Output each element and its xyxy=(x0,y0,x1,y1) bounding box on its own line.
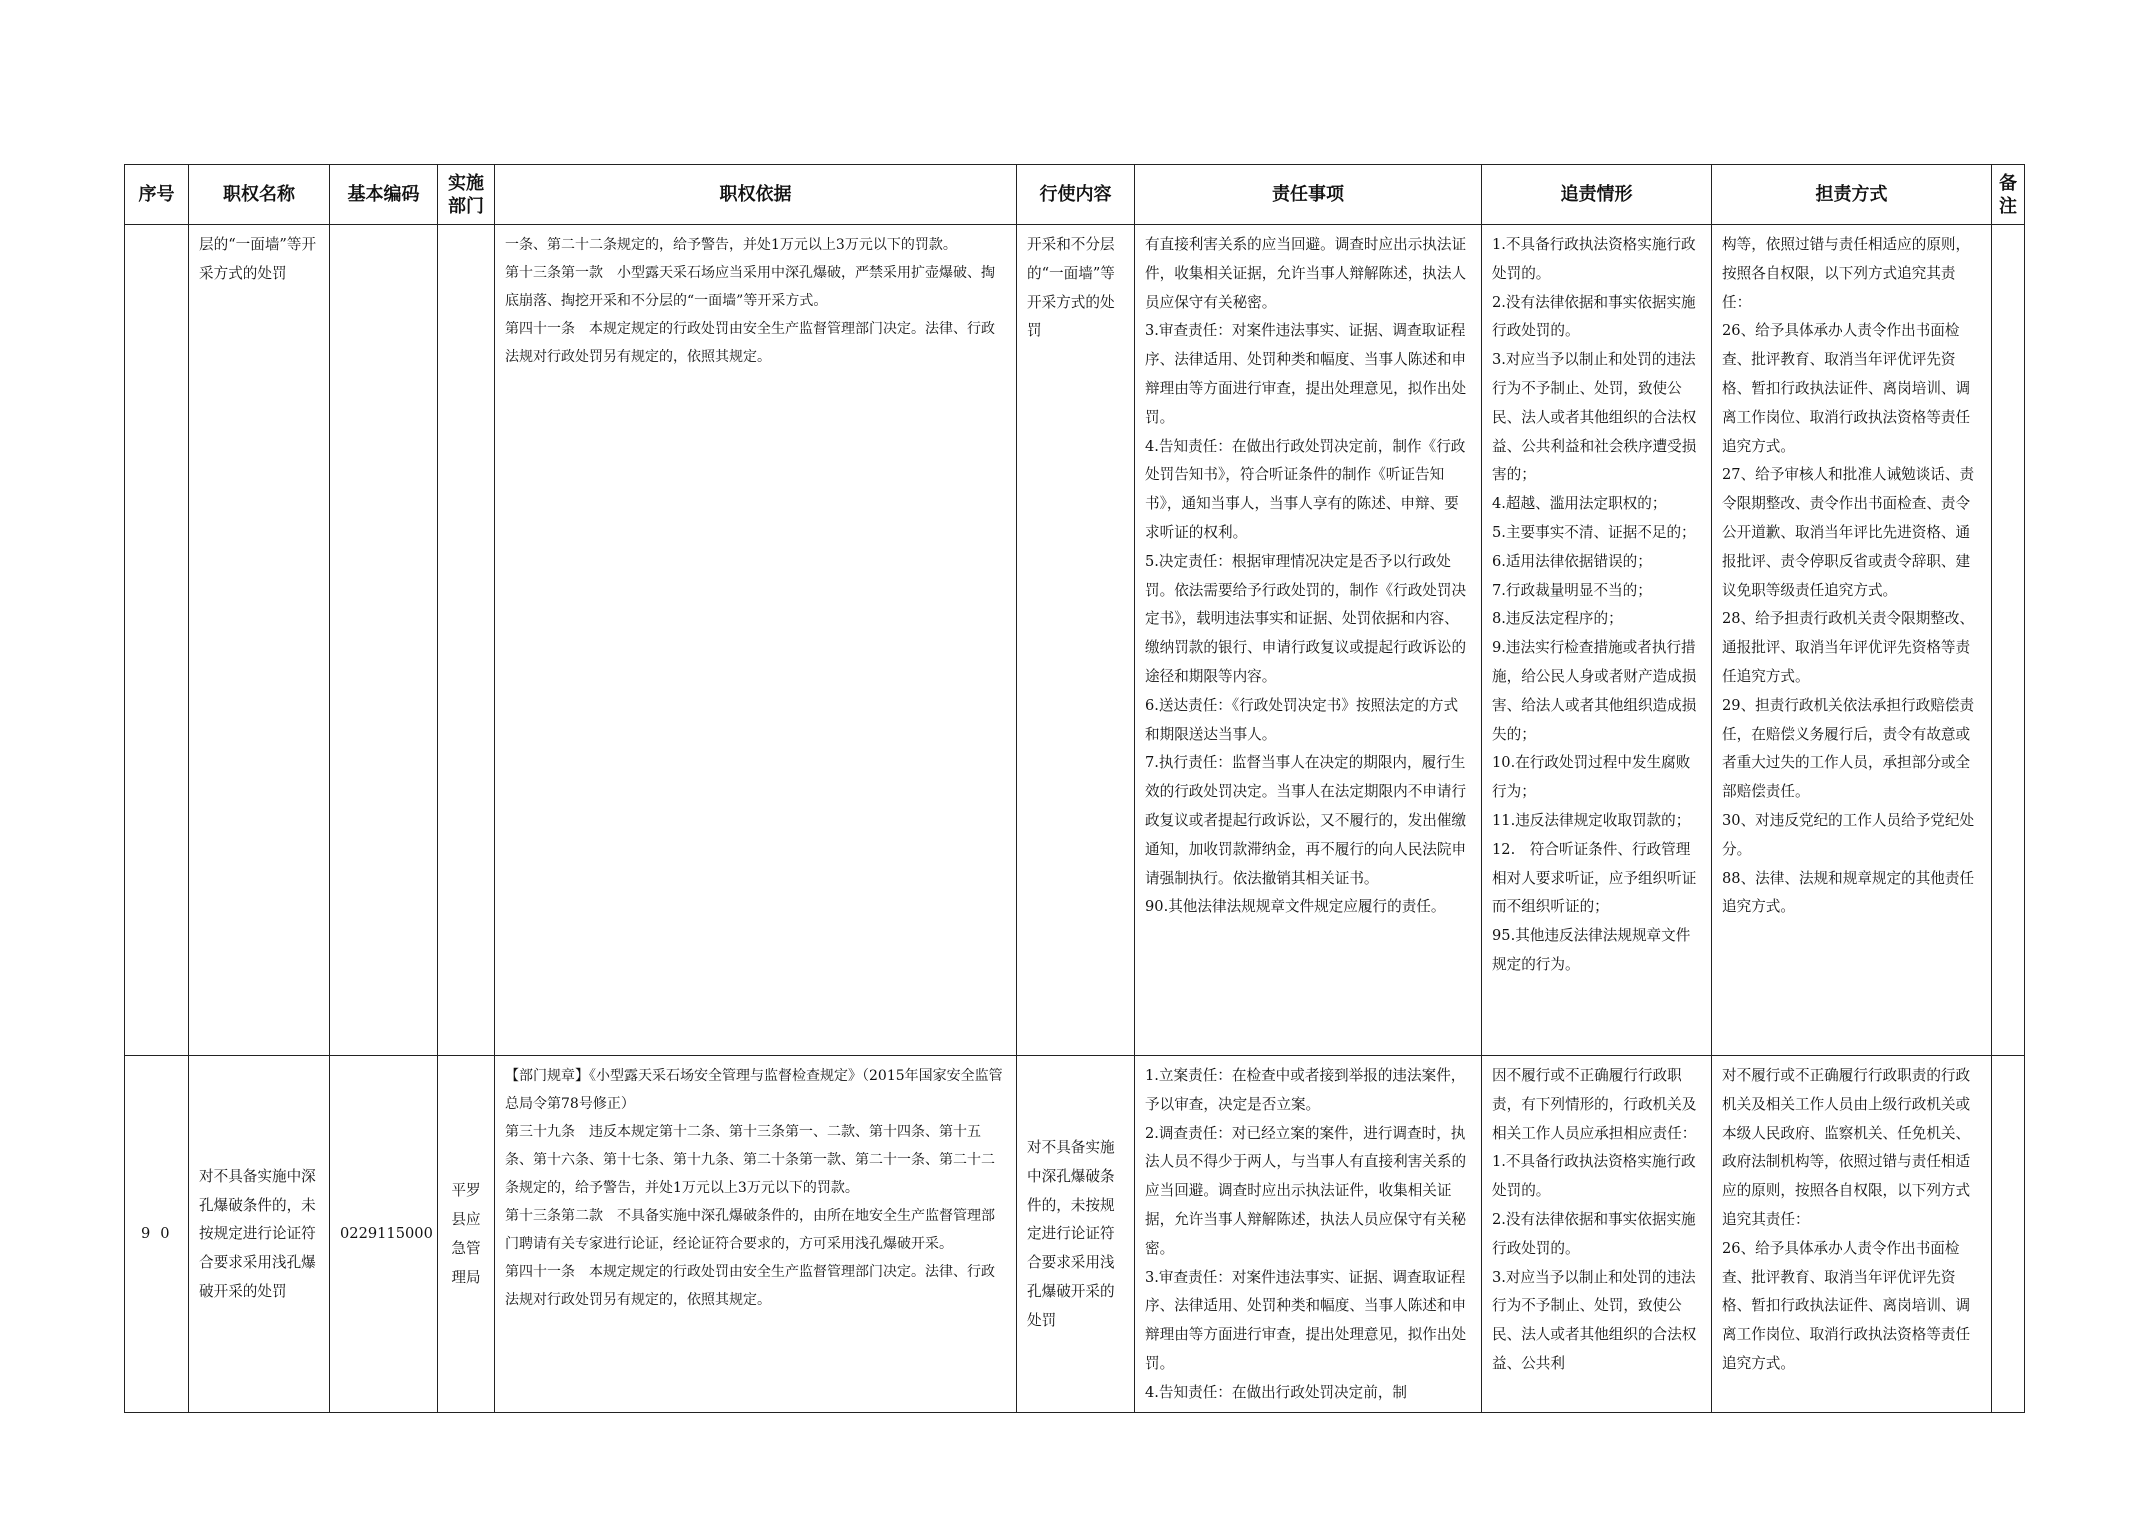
accountability-item: 2.没有法律依据和事实依据实施行政处罚的。 xyxy=(1492,293,1696,340)
bear-paragraph: 27、给予审核人和批准人诫勉谈话、责令限期整改、责令作出书面检查、责令公开道歉、取消当年评比先进资格、通报批评、责令停职反省或责令辞职、建议免职等级责任追究方式。 xyxy=(1722,466,1975,599)
accountability-item: 9.违法实行检查措施或者执行措施，给公民人身或者财产造成损害、给法人或者其他组织造成损失的； xyxy=(1492,639,1697,743)
duty-paragraph: 4.告知责任：在做出行政处罚决定前，制作《行政处罚告知书》，符合听证条件的制作《听证告知书》，通知当事人，当事人享有的陈述、申辩、要求听证的权利。 xyxy=(1145,437,1466,541)
accountability-item: 7.行政裁量明显不当的； xyxy=(1492,581,1652,599)
duty-paragraph: 90.其他法律法规规章文件规定应履行的责任。 xyxy=(1145,898,1446,916)
cell-bear xyxy=(1712,225,1992,1056)
accountability-item: 6.适用法律依据错误的； xyxy=(1492,552,1652,570)
accountability-item: 11.违反法律规定收取罚款的； xyxy=(1492,811,1691,829)
header-remark-line2: 注 xyxy=(1999,195,2017,217)
accountability-item: 12. 符合听证条件、行政管理相对人要求听证，应予组织听证而不组织听证的； xyxy=(1492,840,1697,916)
accountability-item: 10.在行政处罚过程中发生腐败行为； xyxy=(1492,754,1691,801)
cell-accountability xyxy=(1482,1056,1712,1413)
cell-code xyxy=(330,225,438,1056)
duty-paragraph: 4.告知责任：在做出行政处罚决定前，制 xyxy=(1145,1383,1408,1401)
basis-paragraph: 第十三条第一款 小型露天采石场应当采用中深孔爆破，严禁采用扩壶爆破、掏底崩落、掏挖开采和不分层的“一面墙”等开采方式。 xyxy=(505,265,995,309)
duty-paragraph: 2.调查责任：对已经立案的案件，进行调查时，执法人员不得少于两人，与当事人有直接利害关系的应当回避。调查时应出示执法证件，收集相关证据，允许当事人辩解陈述，执法人员应保守有关秘密。 xyxy=(1145,1124,1467,1257)
basis-paragraph: 第四十一条 本规定规定的行政处罚由安全生产监督管理部门决定。法律、行政法规对行政处罚另有规定的，依照其规定。 xyxy=(505,1264,995,1308)
cell-remark xyxy=(1992,225,2025,1056)
cell-content: 开采和不分层的“一面墙”等开采方式的处罚 xyxy=(1017,225,1135,1056)
table-row xyxy=(125,1056,2025,1413)
header-code: 基本编码 xyxy=(330,165,438,225)
header-remark xyxy=(1992,165,2025,225)
accountability-item: 95.其他违反法律法规规章文件规定的行为。 xyxy=(1492,927,1691,973)
header-name: 职权名称 xyxy=(189,165,330,225)
basis-paragraph: 第十三条第二款 不具备实施中深孔爆破条件的，由所在地安全生产监督管理部门聘请有关专家进行论证，经论证符合要求的，方可采用浅孔爆破开采。 xyxy=(505,1208,995,1252)
duty-paragraph: 3.审查责任：对案件违法事实、证据、调查取证程序、法律适用、处罚种类和幅度、当事人陈述和申辩理由等方面进行审查，提出处理意见，拟作出处罚。 xyxy=(1145,1268,1467,1372)
accountability-item: 8.违反法定程序的； xyxy=(1492,610,1623,628)
accountability-item: 5.主要事实不清、证据不足的； xyxy=(1492,523,1696,541)
cell-accountability xyxy=(1482,225,1712,1056)
cell-seq xyxy=(125,225,189,1056)
basis-paragraph: 第三十九条 违反本规定第十二条、第十三条第一、二款、第十四条、第十五条、第十六条、第十七条、第十九条、第二十条第一款、第二十一条、第二十二条规定的，给予警告，并处1万元以上3万元以下的罚款。 xyxy=(505,1124,995,1196)
duty-paragraph: 有直接利害关系的应当回避。调查时应出示执法证件，收集相关证据，允许当事人辩解陈述，执法人员应保守有关秘密。 xyxy=(1145,236,1467,311)
cell-duty xyxy=(1135,225,1482,1056)
cell-dept xyxy=(438,225,495,1056)
header-seq: 序号 xyxy=(125,165,189,225)
cell-name: 对不具备实施中深孔爆破条件的，未按规定进行论证符合要求采用浅孔爆破开采的处罚 xyxy=(189,1056,330,1413)
cell-bear xyxy=(1712,1056,1992,1413)
bear-paragraph: 对不履行或不正确履行行政职责的行政机关及相关工作人员由上级行政机关或本级人民政府、监察机关、任免机关、政府法制机构等，依照过错与责任相适应的原则，按照各自权限，以下列方式追究其责任： xyxy=(1722,1067,1971,1228)
header-bear: 担责方式 xyxy=(1712,165,1992,225)
cell-basis xyxy=(495,1056,1017,1413)
cell-remark xyxy=(1992,1056,2025,1413)
power-list-table xyxy=(124,164,2025,1413)
accountability-item: 1.不具备行政执法资格实施行政处罚的。 xyxy=(1492,236,1696,282)
power-list-table-wrapper xyxy=(124,164,2024,1413)
bear-paragraph: 30、对违反党纪的工作人员给予党纪处分。 xyxy=(1722,811,1975,858)
accountability-item: 2.没有法律依据和事实依据实施行政处罚的。 xyxy=(1492,1210,1696,1257)
header-accountability: 追责情形 xyxy=(1482,165,1712,225)
cell-basis xyxy=(495,225,1017,1056)
header-content: 行使内容 xyxy=(1017,165,1135,225)
header-row xyxy=(125,165,2025,225)
header-dept-line2: 部门 xyxy=(448,195,484,217)
basis-paragraph: 第四十一条 本规定规定的行政处罚由安全生产监督管理部门决定。法律、行政法规对行政处罚另有规定的，依照其规定。 xyxy=(505,321,995,365)
header-dept xyxy=(438,165,495,225)
cell-name: 层的“一面墙”等开采方式的处罚 xyxy=(189,225,330,1056)
header-remark-line1: 备 xyxy=(1999,172,2017,194)
bear-paragraph: 28、给予担责行政机关责令限期整改、通报批评、取消当年评优评先资格等责任追究方式。 xyxy=(1722,610,1975,685)
cell-dept: 平罗县应急管理局 xyxy=(438,1056,495,1413)
bear-paragraph: 88、法律、法规和规章规定的其他责任追究方式。 xyxy=(1722,869,1975,916)
basis-paragraph: 【部门规章】《小型露天采石场安全管理与监督检查规定》（2015年国家安全监管总局令第78号修正） xyxy=(505,1068,1003,1112)
bear-paragraph: 26、给予具体承办人责令作出书面检查、批评教育、取消当年评优评先资格、暂扣行政执法证件、离岗培训、调离工作岗位、取消行政执法资格等责任追究方式。 xyxy=(1722,1239,1971,1372)
accountability-item: 3.对应当予以制止和处罚的违法行为不予制止、处罚，致使公民、法人或者其他组织的合法权益、公共利益和社会秩序遭受损害的； xyxy=(1492,351,1697,484)
header-duty: 责任事项 xyxy=(1135,165,1482,225)
cell-seq: 90 xyxy=(125,1056,189,1413)
duty-paragraph: 6.送达责任：《行政处罚决定书》按照法定的方式和期限送达当事人。 xyxy=(1145,696,1459,743)
basis-paragraph: 一条、第二十二条规定的，给予警告，并处1万元以上3万元以下的罚款。 xyxy=(505,237,957,253)
duty-paragraph: 3.审查责任：对案件违法事实、证据、调查取证程序、法律适用、处罚种类和幅度、当事人陈述和申辩理由等方面进行审查，提出处理意见，拟作出处罚。 xyxy=(1145,322,1467,426)
bear-paragraph: 29、担责行政机关依法承担行政赔偿责任，在赔偿义务履行后，责令有故意或者重大过失的工作人员，承担部分或全部赔偿责任。 xyxy=(1722,696,1975,801)
duty-paragraph: 7.执行责任：监督当事人在决定的期限内，履行生效的行政处罚决定。当事人在法定期限内不申请行政复议或者提起行政诉讼，又不履行的，发出催缴通知，加收罚款滞纳金，再不履行的向人民法院申请强制执行。依法撤销其相关证书。 xyxy=(1145,754,1467,887)
header-basis: 职权依据 xyxy=(495,165,1017,225)
cell-duty xyxy=(1135,1056,1482,1413)
accountability-item: 4.超越、滥用法定职权的； xyxy=(1492,495,1667,513)
duty-paragraph: 5.决定责任：根据审理情况决定是否予以行政处罚。依法需要给予行政处罚的，制作《行政处罚决定书》，载明违法事实和证据、处罚依据和内容、缴纳罚款的银行、申请行政复议或提起行政诉讼的途径和期限等内容。 xyxy=(1145,552,1467,685)
cell-code: 0229115000 xyxy=(330,1056,438,1413)
header-dept-line1: 实施 xyxy=(448,172,484,194)
accountability-item: 3.对应当予以制止和处罚的违法行为不予制止、处罚，致使公民、法人或者其他组织的合法权益、公共利 xyxy=(1492,1268,1697,1372)
bear-paragraph: 构等，依照过错与责任相适应的原则，按照各自权限，以下列方式追究其责任： xyxy=(1722,236,1971,311)
bear-paragraph: 26、给予具体承办人责令作出书面检查、批评教育、取消当年评优评先资格、暂扣行政执法证件、离岗培训、调离工作岗位、取消行政执法资格等责任追究方式。 xyxy=(1722,322,1971,455)
duty-paragraph: 1.立案责任：在检查中或者接到举报的违法案件，予以审查，决定是否立案。 xyxy=(1145,1067,1466,1113)
accountability-item: 1.不具备行政执法资格实施行政处罚的。 xyxy=(1492,1153,1696,1200)
cell-content: 对不具备实施中深孔爆破条件的，未按规定进行论证符合要求采用浅孔爆破开采的处罚 xyxy=(1017,1056,1135,1413)
accountability-item: 因不履行或不正确履行行政职责，有下列情形的，行政机关及相关工作人员应承担相应责任： xyxy=(1492,1067,1697,1142)
table-row xyxy=(125,225,2025,1056)
